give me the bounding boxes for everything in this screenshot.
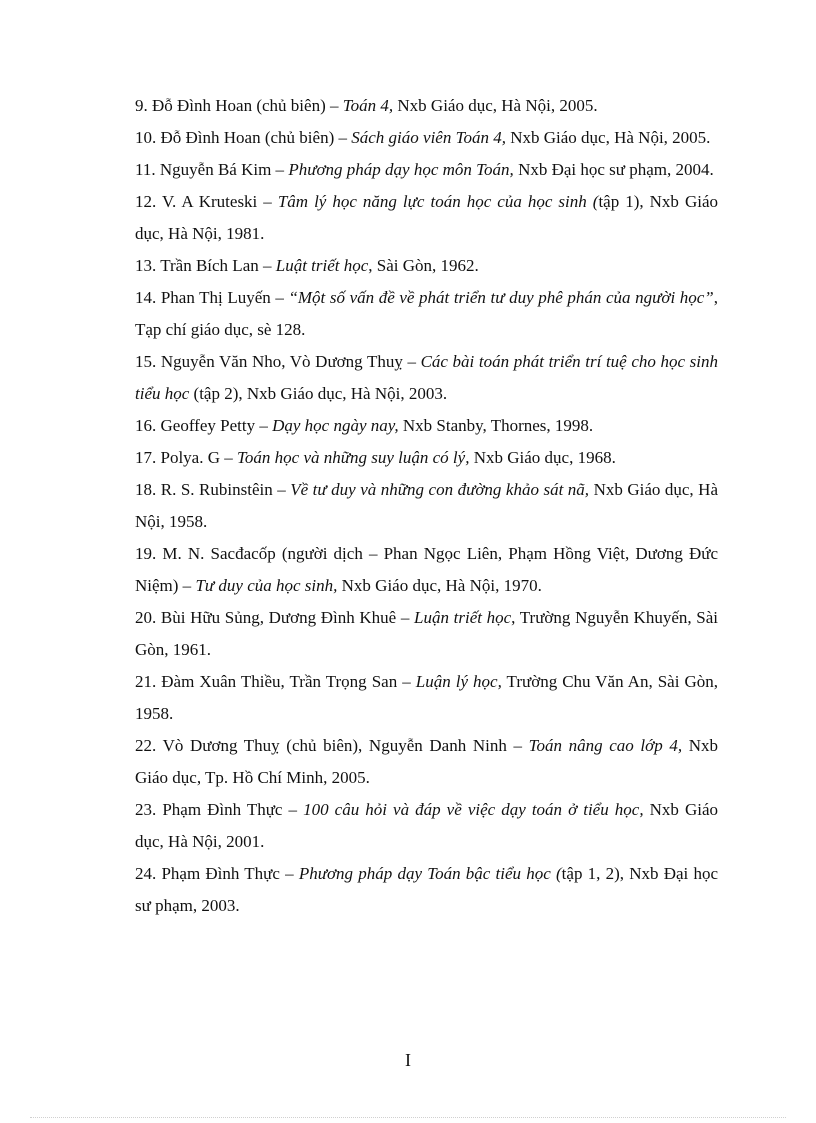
reference-publication: tập 1, 2), Nxb Đại học sư phạm, 2003. xyxy=(135,864,718,915)
reference-title: Toán nâng cao lớp 4, xyxy=(528,736,683,755)
reference-number: 13. xyxy=(135,256,157,275)
reference-item xyxy=(135,122,718,154)
reference-publication: Nxb Giáo dục, Hà Nội, 1958. xyxy=(135,480,719,531)
reference-number: 24. xyxy=(135,864,157,883)
reference-number: 16. xyxy=(135,416,157,435)
reference-item xyxy=(135,858,718,922)
reference-authors: Vò Dương Thuỵ (chủ biên), Nguyễn Danh Ninh – xyxy=(162,736,529,755)
reference-publication: , Tạp chí giáo dục, sè 128. xyxy=(135,288,719,339)
reference-item xyxy=(135,442,718,474)
reference-authors: Phan Thị Luyến – xyxy=(160,288,289,307)
reference-authors: Đỗ Đình Hoan (chủ biên) – xyxy=(160,128,352,147)
reference-publication: (tập 2), Nxb Giáo dục, Hà Nội, 2003. xyxy=(189,384,448,403)
page-number: I xyxy=(405,1050,411,1070)
reference-authors: Trần Bích Lan – xyxy=(160,256,276,275)
reference-title: Luận triết học xyxy=(414,608,512,627)
reference-authors: Bùi Hữu Sủng, Dương Đình Khuê – xyxy=(160,608,415,627)
reference-authors: Đỗ Đình Hoan (chủ biên) – xyxy=(152,96,343,115)
reference-publication: Nxb Giáo dục, Hà Nội, 2001. xyxy=(135,800,719,851)
reference-item xyxy=(135,154,718,186)
reference-item xyxy=(135,410,718,442)
reference-publication: Nxb Giáo dục, 1968. xyxy=(469,448,616,467)
reference-item xyxy=(135,282,718,346)
reference-number: 18. xyxy=(135,480,157,499)
reference-item xyxy=(135,602,718,666)
reference-number: 15. xyxy=(135,352,157,371)
reference-item xyxy=(135,346,718,410)
reference-authors: Phạm Đình Thực – xyxy=(162,800,304,819)
reference-authors: Đàm Xuân Thiều, Trần Trọng San – xyxy=(161,672,416,691)
reference-publication: Nxb Stanby, Thornes, 1998. xyxy=(398,416,594,435)
reference-number: 23. xyxy=(135,800,157,819)
reference-publication: Nxb Đại học sư phạm, 2004. xyxy=(513,160,714,179)
reference-authors: Polya. G – xyxy=(160,448,237,467)
reference-item xyxy=(135,666,718,730)
reference-item xyxy=(135,730,718,794)
reference-title: 100 câu hỏi và đáp về việc dạy toán ở tiểu học, xyxy=(303,800,644,819)
reference-number: 22. xyxy=(135,736,157,755)
bottom-divider xyxy=(30,1117,786,1118)
reference-title: Phương pháp dạy Toán bậc tiểu học ( xyxy=(298,864,562,883)
reference-publication: Nxb Giáo dục, Hà Nội, 2005. xyxy=(505,128,711,147)
reference-title: “Một số vấn đề về phát triển tư duy phê phán của người học” xyxy=(288,288,714,307)
reference-item xyxy=(135,90,718,122)
reference-title: Về tư duy và những con đường khảo sát nã, xyxy=(290,480,590,499)
reference-authors: V. A Kruteski – xyxy=(161,192,278,211)
reference-title: Tư duy của học sinh, xyxy=(195,576,338,595)
reference-authors: M. N. Sacđacốp (người dịch – Phan Ngọc Liên, Phạm Hồng Việt, Dương Đức Niệm) – xyxy=(135,544,718,595)
reference-publication: , Trường Nguyễn Khuyến, Sài Gòn, 1961. xyxy=(135,608,718,659)
reference-authors: Geoffey Petty – xyxy=(160,416,273,435)
reference-number: 19. xyxy=(135,544,157,563)
reference-publication: Nxb Giáo dục, Tp. Hồ Chí Minh, 2005. xyxy=(135,736,718,787)
reference-title: Luật triết học xyxy=(275,256,369,275)
reference-list xyxy=(135,90,718,922)
reference-publication: Nxb Giáo dục, Hà Nội, 2005. xyxy=(393,96,598,115)
reference-item xyxy=(135,186,718,250)
reference-title: Tâm lý học năng lực toán học của học sinh ( xyxy=(277,192,599,211)
reference-number: 17. xyxy=(135,448,157,467)
reference-number: 11. xyxy=(135,160,156,179)
reference-title: Toán học và những suy luận có lý, xyxy=(237,448,470,467)
reference-item xyxy=(135,538,718,602)
reference-title: Luận lý học, xyxy=(415,672,502,691)
reference-authors: Nguyễn Bá Kim – xyxy=(159,160,289,179)
reference-number: 14. xyxy=(135,288,157,307)
reference-item xyxy=(135,794,718,858)
reference-number: 21. xyxy=(135,672,157,691)
reference-title: Toán 4, xyxy=(342,96,394,115)
reference-title: Sách giáo viên Toán 4, xyxy=(351,128,506,147)
reference-title: Phương pháp dạy học môn Toán, xyxy=(288,160,514,179)
reference-number: 20. xyxy=(135,608,157,627)
reference-publication: Nxb Giáo dục, Hà Nội, 1970. xyxy=(337,576,542,595)
reference-number: 9. xyxy=(135,96,148,115)
reference-publication: , Sài Gòn, 1962. xyxy=(368,256,479,275)
reference-publication: tập 1), Nxb Giáo dục, Hà Nội, 1981. xyxy=(135,192,718,243)
reference-number: 12. xyxy=(135,192,157,211)
reference-authors: R. S. Rubinstêin – xyxy=(160,480,291,499)
reference-item xyxy=(135,474,718,538)
reference-authors: Nguyễn Văn Nho, Vò Dương Thuỵ – xyxy=(160,352,421,371)
reference-number: 10. xyxy=(135,128,157,147)
reference-authors: Phạm Đình Thực – xyxy=(161,864,299,883)
reference-title: Dạy học ngày nay, xyxy=(272,416,399,435)
reference-title: Các bài toán phát triển trí tuệ cho học sinh tiểu học xyxy=(135,352,719,403)
reference-item xyxy=(135,250,718,282)
reference-publication: Trường Chu Văn An, Sài Gòn, 1958. xyxy=(135,672,719,723)
